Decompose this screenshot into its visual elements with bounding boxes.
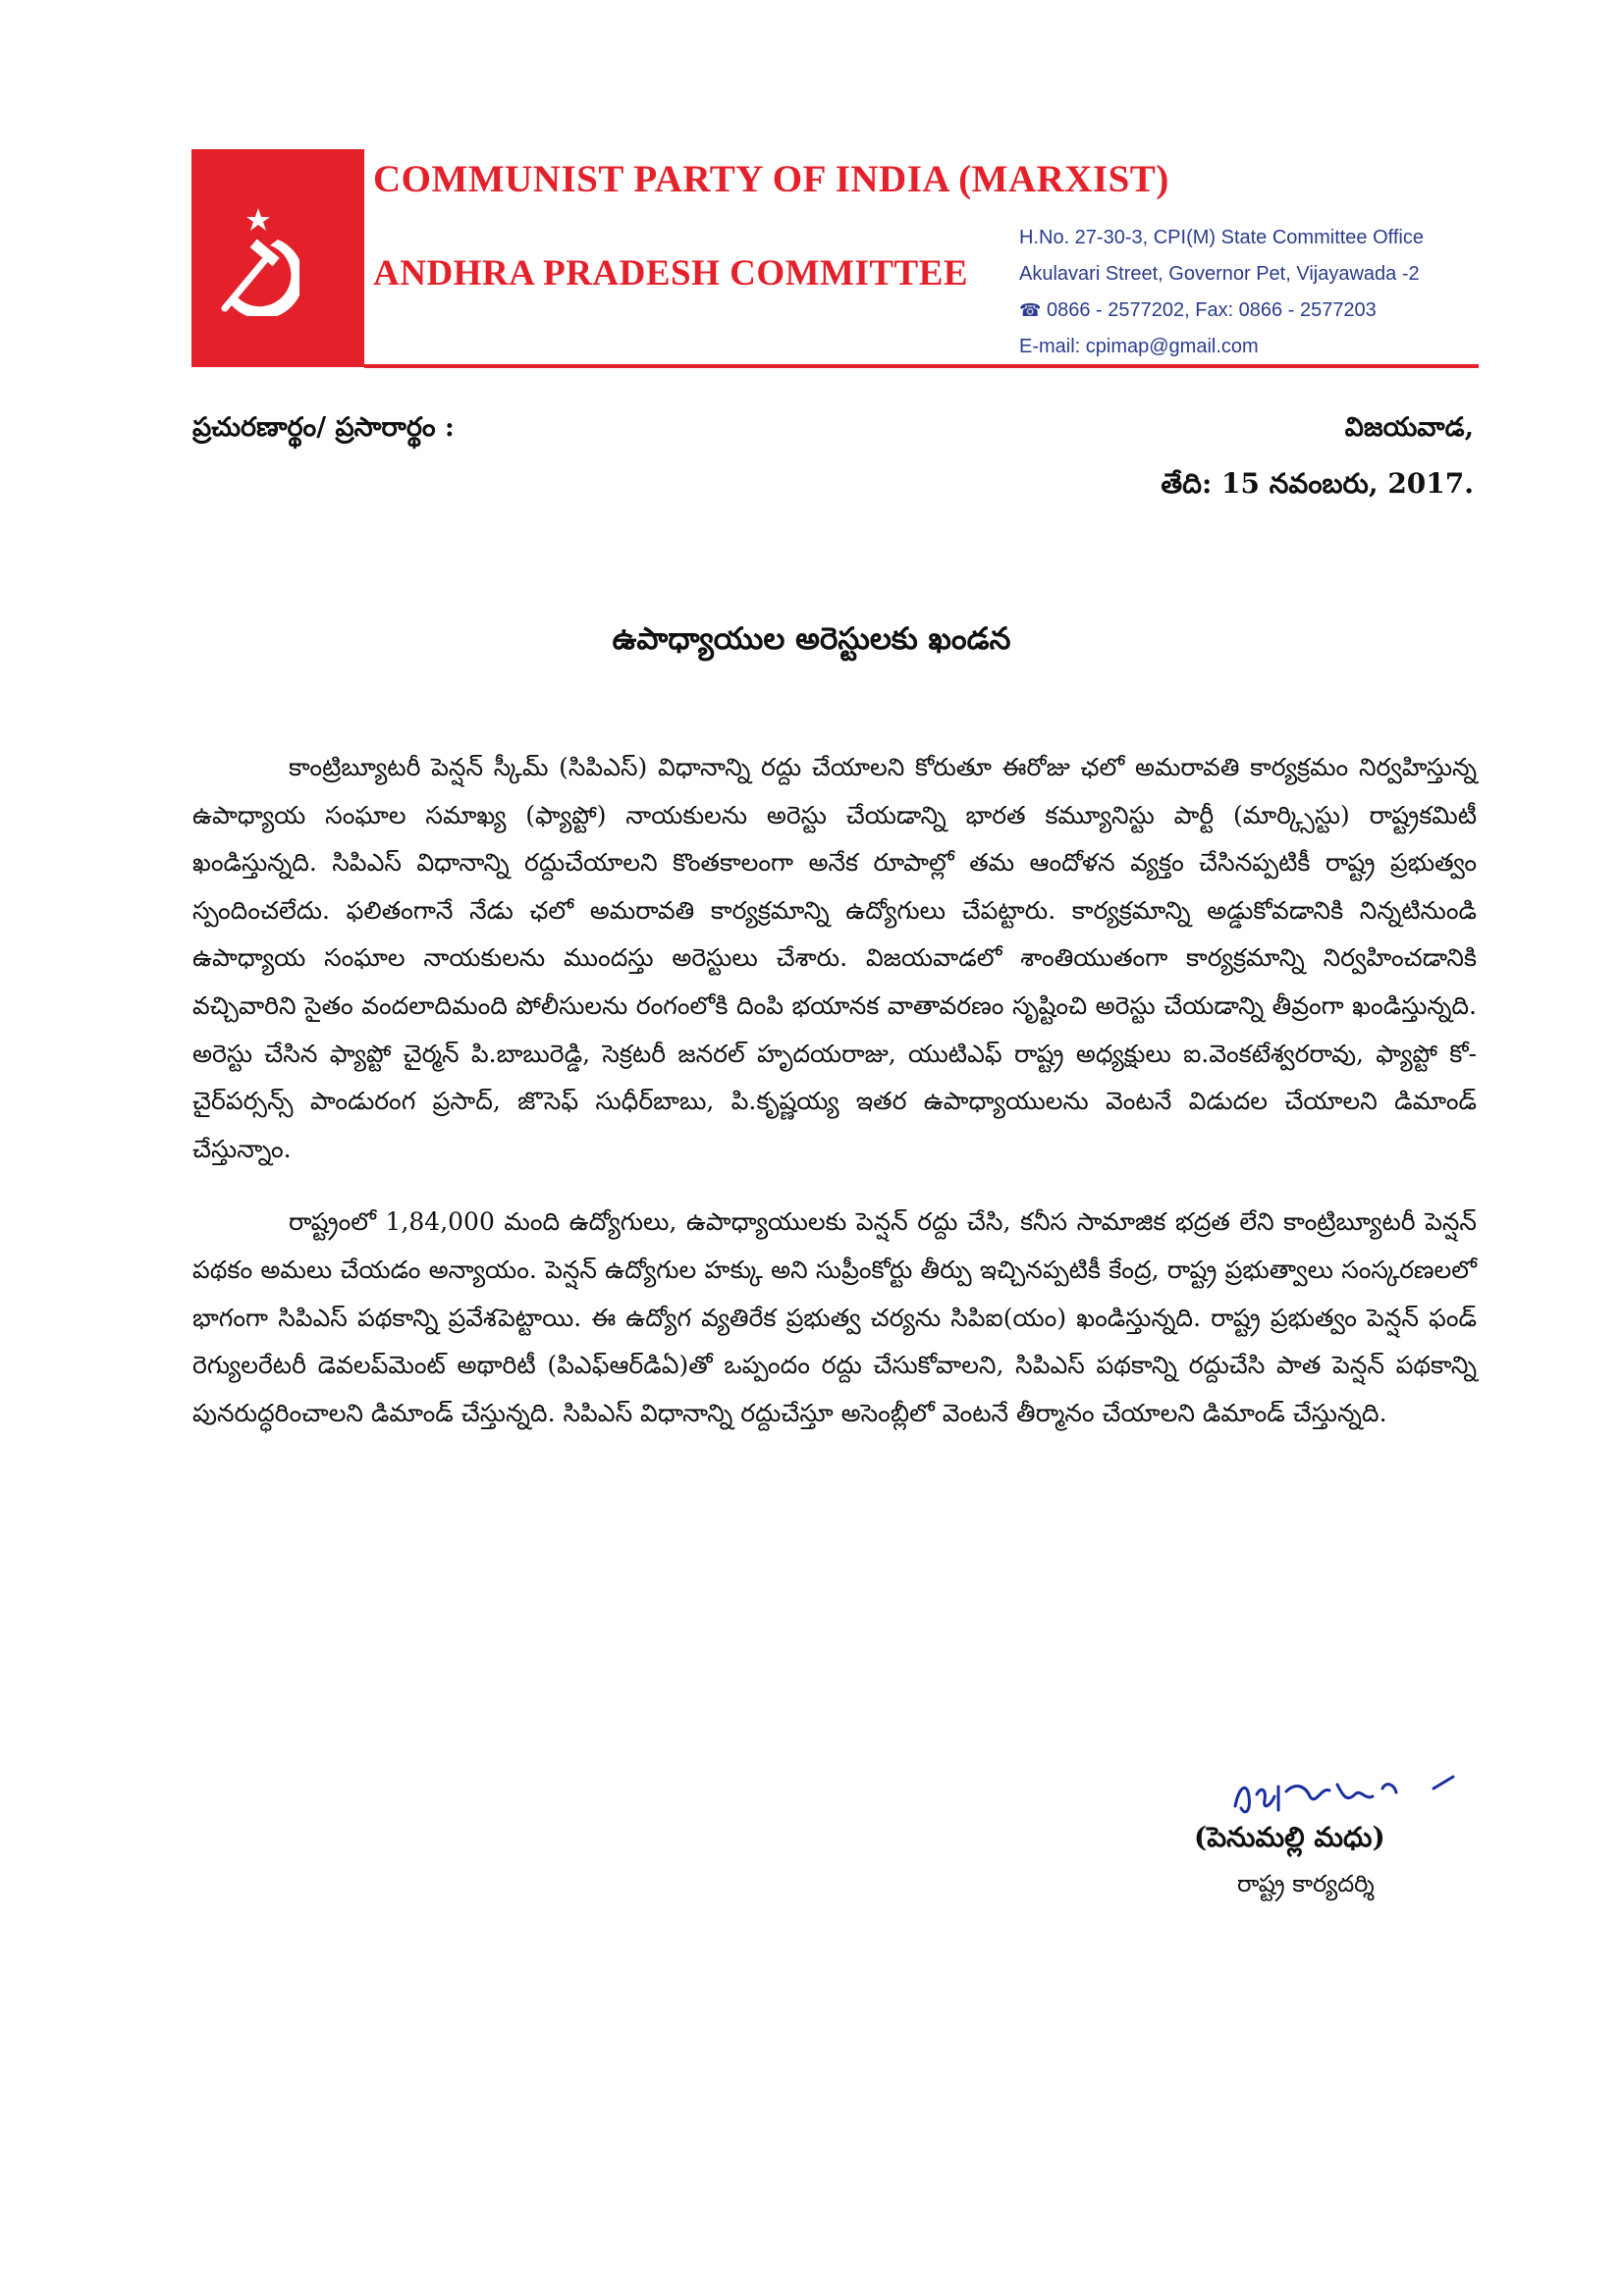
committee-name: ANDHRA PRADESH COMMITTEE (373, 253, 969, 294)
contact-block (1019, 220, 1424, 365)
place: విజయవాడ, (1344, 412, 1474, 443)
date: తేది: 15 నవంబరు, 2017. (1161, 467, 1474, 500)
phone-fax: 0866 - 2577202, Fax: 0866 - 2577203 (1046, 299, 1377, 321)
org-name: COMMUNIST PARTY OF INDIA (MARXIST) (373, 158, 1169, 200)
header-divider (364, 364, 1479, 368)
signer-title: రాష్ట్ర కార్యదర్శి (1237, 1870, 1375, 1897)
signer-name: (పెనుమల్లి మధు) (1194, 1821, 1385, 1853)
handwritten-signature (1227, 1767, 1483, 1826)
paragraph-1: కాంట్రిబ్యూటరీ పెన్షన్ స్కీమ్ (సిపిఎస్) విధానాన్ని రద్దు చేయాలని కోరుతూ ఈరోజు ఛలో అమరావతి కార్యక్రమం నిర్వహిస్తున్న ఉపాధ్యాయ సంఘాల సమాఖ్య (ఫ్యాప్టో) నాయకులను అరెస్టు చేయడాన్ని భారత కమ్యూనిస్టు పార్టీ (మార్క్సిస్టు) రాష్ట్రకమిటీ ఖండిస్తున్నది. సిపిఎస్ విధానాన్ని రద్దుచేయాలని కొంతకాలంగా అనేక రూపాల్లో తమ ఆందోళన వ్యక్తం చేసినప్పటికీ రాష్ట్ర ప్రభుత్వం స్పందించలేదు. ఫలితంగానే నేడు ఛలో అమరావతి కార్యక్రమాన్ని ఉద్యోగులు చేపట్టారు. కార్యక్రమాన్ని అడ్డుకోవడానికి నిన్నటినుండి ఉపాధ్యాయ సంఘాల నాయకులను ముందస్తు అరెస్టులు చేశారు. విజయవాడలో శాంతియుతంగా కార్యక్రమాన్ని నిర్వహించడానికి వచ్చివారిని సైతం వందలాదిమంది పోలీసులను రంగంలోకి దింపి భయానక వాతావరణం సృష్టించి అరెస్టు చేయడాన్ని తీవ్రంగా ఖండిస్తున్నది. అరెస్టు చేసిన ఫ్యాప్టో చైర్మన్ పి.బాబురెడ్డి, సెక్రటరీ జనరల్ హృదయరాజు, యుటిఎఫ్ రాష్ట్ర అధ్యక్షులు ఐ.వెంకటేశ్వరరావు, ఫ్యాప్టో కో-చైర్‌పర్సన్స్ పాండురంగ ప్రసాద్, జొసెఫ్ సుధీర్‌బాబు, పి.కృష్ణయ్య ఇతర ఉపాధ్యాయులను వెంటనే విడుదల చేయాలని డిమాండ్ చేస్తున్నాం. (192, 753, 1477, 1163)
phone-line (1019, 293, 1424, 329)
email-line: E-mail: cpimap@gmail.com (1019, 336, 1259, 357)
body-text (192, 744, 1477, 1463)
paragraph-2: రాష్ట్రంలో 1,84,000 మంది ఉద్యోగులు, ఉపాధ్యాయులకు పెన్షన్ రద్దు చేసి, కనీస సామాజిక భద్రత లేని కాంట్రిబ్యూటరీ పెన్షన్ పథకం అమలు చేయడం అన్యాయం. పెన్షన్ ఉద్యోగుల హక్కు అని సుప్రీంకోర్టు తీర్పు ఇచ్చినప్పటికీ కేంద్ర, రాష్ట్ర ప్రభుత్వాలు సంస్కరణలలో భాగంగా సిపిఎస్ పథకాన్ని ప్రవేశపెట్టాయి. ఈ ఉద్యోగ వ్యతిరేక ప్రభుత్వ చర్యను సిపిఐ(యం) ఖండిస్తున్నది. రాష్ట్ర ప్రభుత్వం పెన్షన్ ఫండ్ రెగ్యులరేటరీ డెవలప్‌మెంట్ అథారిటీ (పిఎఫ్ఆర్‌డిఏ)తో ఒప్పందం రద్దు చేసుకోవాలని, సిపిఎస్ పథకాన్ని రద్దుచేసి పాత పెన్షన్ పథకాన్ని పునరుద్ధరించాలని డిమాండ్ చేస్తున్నది. సిపిఎస్ విధానాన్ని రద్దుచేస్తూ అసెంబ్లీలో వెంటనే తీర్మానం చేయాలని డిమాండ్ చేస్తున్నది. (192, 1207, 1477, 1427)
phone-icon: ☎ (1019, 300, 1042, 320)
party-logo (191, 149, 364, 367)
hammer-sickle-star-icon (201, 198, 299, 316)
address-line-2: Akulavari Street, Governor Pet, Vijayawada -2 (1019, 263, 1420, 285)
release-label: ప్రచురణార్థం/ ప్రసారార్థం : (192, 412, 455, 443)
headline: ఉపాధ్యాయుల అరెస్టులకు ఖండన (612, 621, 1011, 657)
address-line-1: H.No. 27-30-3, CPI(M) State Committee Office (1019, 227, 1424, 248)
